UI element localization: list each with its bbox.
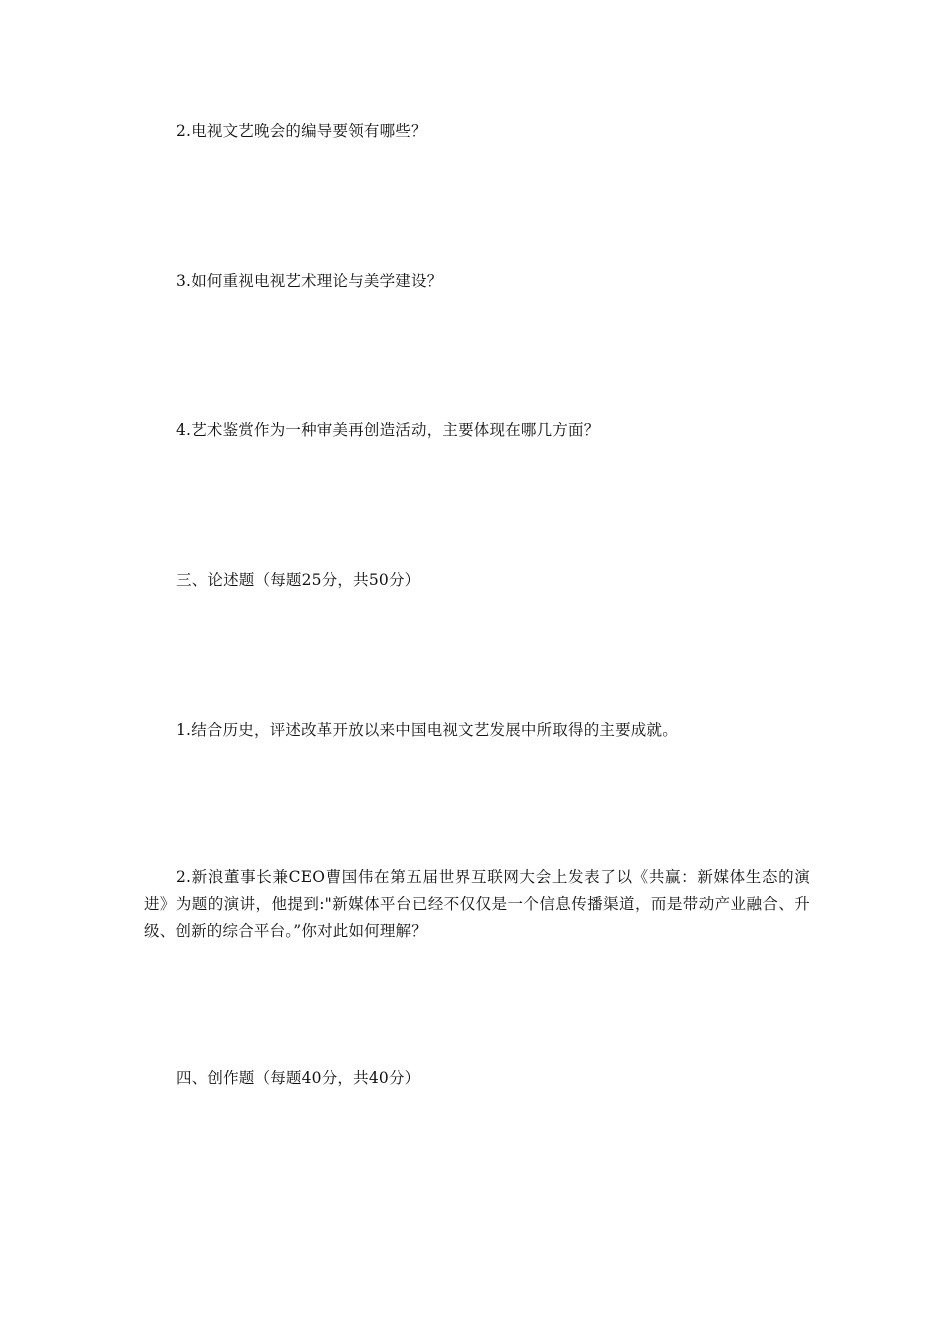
essay-question-1: 1.结合历史，评述改革开放以来中国电视文艺发展中所取得的主要成就。 [176, 721, 678, 739]
essay-question-2: 2.新浪董事长兼CEO曹国伟在第五届世界互联网大会上发表了以《共赢：新媒体生态的演进》为题的演讲，他提到:"新媒体平台已经不仅仅是一个信息传播渠道，而是带动产业融合、升级、创新的综合平台。”你对此如何理解？ [144, 868, 810, 940]
section-4-heading: 四、创作题（每题40分，共40分） [176, 1069, 421, 1087]
question-2: 2.电视文艺晚会的编导要领有哪些？ [176, 122, 427, 140]
question-3: 3.如何重视电视艺术理论与美学建设？ [176, 272, 443, 290]
section-3-heading: 三、论述题（每题25分，共50分） [176, 571, 421, 589]
question-4: 4.艺术鉴赏作为一种审美再创造活动，主要体现在哪几方面？ [176, 421, 600, 439]
